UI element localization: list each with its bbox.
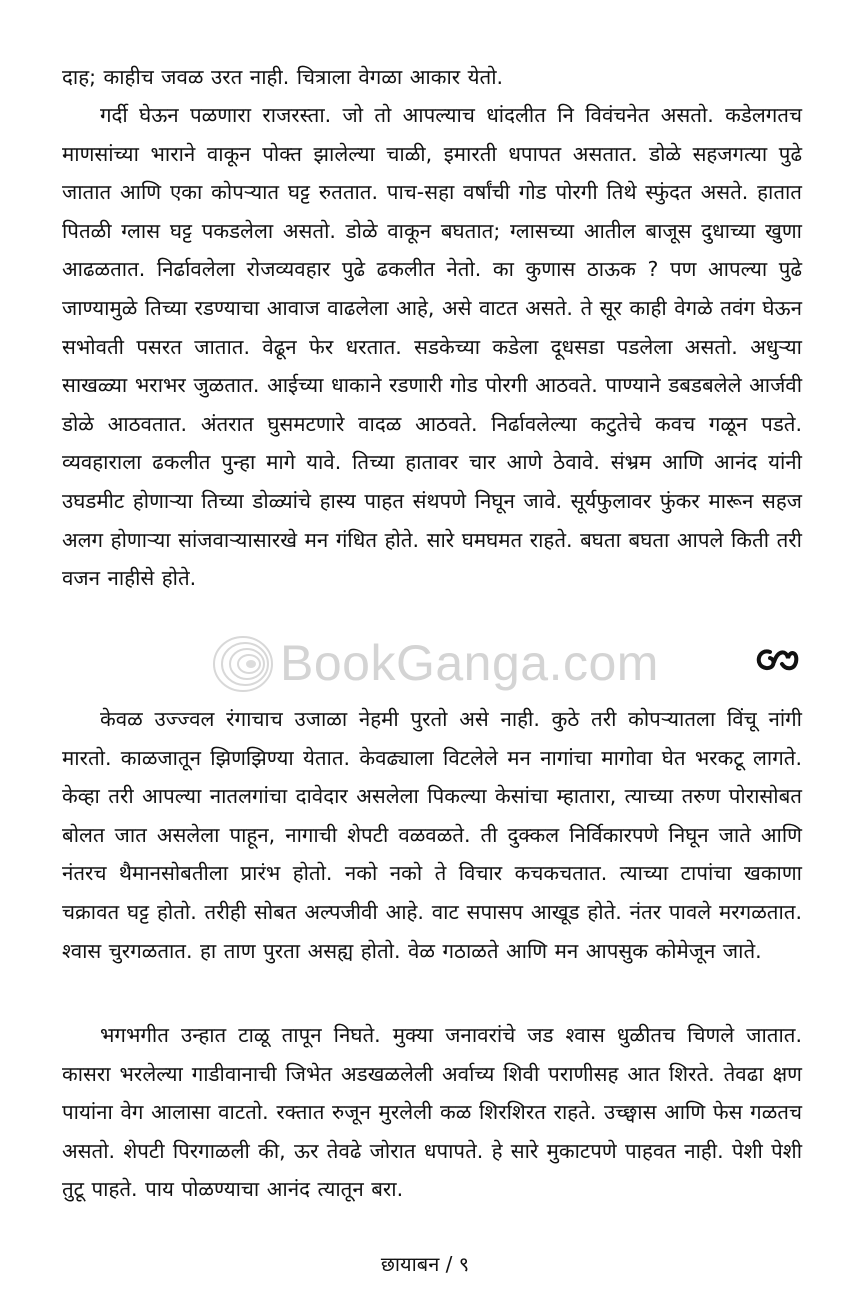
- paragraph-opening-line: दाह; काहीच जवळ उरत नाही. चित्राला वेगळा आकार येतो.: [62, 65, 504, 89]
- bookganga-watermark: [212, 632, 659, 694]
- paragraph-scorpion-sting: केवळ उज्ज्वल रंगाचाच उजाळा नेहमी पुरतो असे नाही. कुठे तरी कोपऱ्यातला विंचू नांगी मारतो. काळजातून झिणझिण्या येतात. केवढ्याला विटलेले मन नागांचा मागोवा घेत भरकटू लागते. केव्हा तरी आपल्या नातलगांचा दावेदार असलेला पिकल्या केसांचा म्हातारा, त्याच्या तरुण पोरासोबत बोलत जात असलेला पाहून, नागाची शेपटी वळवळते. ती दुक्कल निर्विकारपणे निघून जाते आणि नंतरच थैमानसोबतीला प्रारंभ होतो. नको नको ते विचार कचकचतात. त्याच्या टापांचा खकाणा चक्रावत घट्ट होतो. तरीही सोबत अल्पजीवी आहे. वाट सपासप आखूड होते. नंतर पावले मरगळतात. श्वास चुरगळतात. हा ताण पुरता असह्य होतो. वेळ गठाळते आणि मन आपसुक कोमेजून जाते.: [62, 707, 802, 963]
- bookganga-logo-icon: [212, 632, 274, 694]
- paragraph-scorching-sun: भगभगीत उन्हात टाळू तापून निघते. मुक्या जनावरांचे जड श्वास धुळीतच चिणले जातात. कासरा भरलेल्या गाडीवानाची जिभेत अडखळलेली अर्वाच्य शिवी पराणीसह आत शिरते. तेवढा क्षण पायांना वेग आलासा वाटतो. रक्तात रुजून मुरलेली कळ शिरशिरत राहते. उच्छ्वास आणि फेस गळतच असतो. शेपटी पिरगाळली की, ऊर तेवढे जोरात धपापते. हे सारे मुकाटपणे पाहवत नाही. पेशी पेशी तुटू पाहते. पाय पोळण्याचा आनंद त्यातून बरा.: [62, 1023, 802, 1202]
- section-divider-ornament-icon: [752, 640, 802, 680]
- paragraph-road-scene: गर्दी घेऊन पळणारा राजरस्ता. जो तो आपल्याच धांदलीत नि विवंचनेत असतो. कडेलगतच माणसांच्या भाराने वाकून पोक्त झालेल्या चाळी, इमारती धपापत असतात. डोळे सहजगत्या पुढे जातात आणि एका कोपऱ्यात घट्ट रुततात. पाच-सहा वर्षांची गोड पोरगी तिथे स्फुंदत असते. हातात पितळी ग्लास घट्ट पकडलेला असतो. डोळे वाकून बघतात; ग्लासच्या आतील बाजूस दुधाच्या खुणा आढळतात. निर्ढावलेला रोजव्यवहार पुढे ढकलीत नेतो. का कुणास ठाऊक ? पण आपल्या पुढे जाण्यामुळे तिच्या रडण्याचा आवाज वाढलेला आहे, असे वाटत असते. ते सूर काही वेगळे तवंग घेऊन सभोवती पसरत जातात. वेढून फेर धरतात. सडकेच्या कडेला दूधसडा पडलेला असतो. अधुऱ्या साखळ्या भराभर जुळतात. आईच्या धाकाने रडणारी गोड पोरगी आठवते. पाण्याने डबडबलेले आर्जवी डोळे आठवतात. अंतरात घुसमटणारे वादळ आठवते. निर्ढावलेल्या कटुतेचे कवच गळून पडते. व्यवहाराला ढकलीत पुन्हा मागे यावे. तिच्या हातावर चार आणे ठेवावे. संभ्रम आणि आनंद यांनी उघडमीट होणाऱ्या तिच्या डोळ्यांचे हास्य पाहत संथपणे निघून जावे. सूर्यफुलावर फुंकर मारून सहज अलग होणाऱ्या सांजवाऱ्यासारखे मन गंधित होते. सारे घमघमत राहते. बघता बघता आपले किती तरी वजन नाहीसे होते.: [62, 103, 803, 591]
- page-footer: छायाबन / ९: [380, 1252, 470, 1276]
- watermark-text: BookGanga.com: [280, 635, 659, 691]
